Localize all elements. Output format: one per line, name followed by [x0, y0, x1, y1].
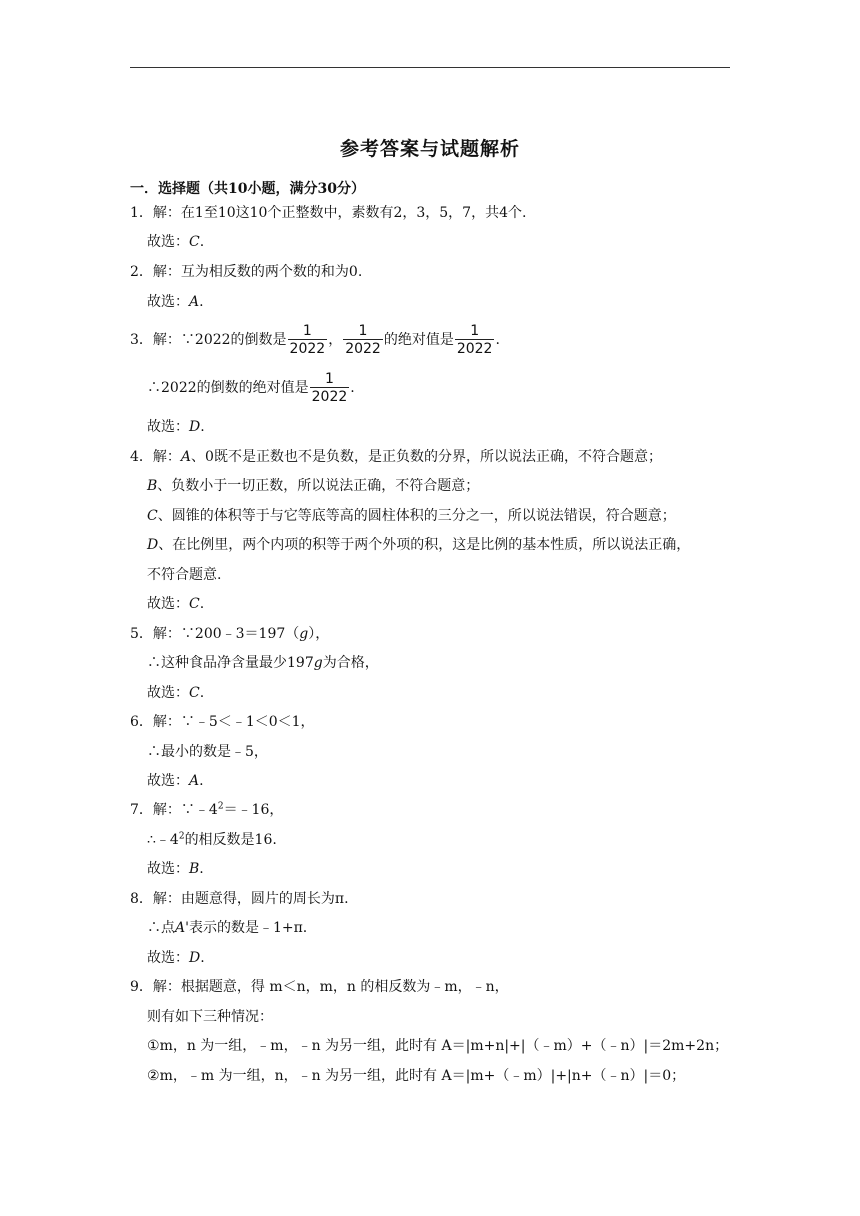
section-heading: 一．选择题（共10小题，满分30分）: [130, 181, 365, 197]
page-title: 参考答案与试题解析: [339, 138, 520, 160]
q3-solution-line1: 3．解：∵2022的倒数是 $\frac{1}{2022}$ ， $\frac{1}{2022}$ 的绝对值是 $\frac{1}{2022}$ .: [130, 323, 500, 357]
q8-solution-line2: ∴点A'表示的数是﹣1+π.: [147, 920, 308, 936]
case-1-marker: ①: [147, 1038, 160, 1054]
q7-solution-line2: $\therefore﹣4^2$的相反数是16.: [147, 831, 277, 848]
fraction: $\frac{1}{2022}$: [345, 323, 381, 357]
q8-solution-line1: 8．解：由题意得，圆片的周长为π.: [130, 891, 349, 907]
q4-answer: 故选：C.: [147, 596, 205, 612]
fraction: $\frac{1}{2022}$: [311, 371, 348, 405]
q4-option-d: D、在比例里，两个内项的积等于两个外项的积，这是比例的基本性质，所以说法正确，: [147, 537, 691, 553]
q6-solution-line1: 6．解：∵﹣5＜﹣1＜0＜1，: [130, 714, 315, 730]
q3-solution-line2: ∴2022的倒数的绝对值是 $\frac{1}{2022}$ .: [147, 371, 355, 405]
q7-answer: 故选：B.: [147, 861, 204, 877]
q9-solution-line1: 9．解：根据题意，得 m＜n，m，n 的相反数为﹣m，﹣n，: [130, 979, 509, 995]
fraction: $\frac{1}{2022}$: [456, 323, 493, 357]
q5-solution-line1: 5．解：∵200﹣3＝197（g），: [130, 626, 330, 642]
q4-option-b: B、负数小于一切正数，所以说法正确，不符合题意；: [147, 478, 480, 494]
q4-option-d-cont: 不符合题意.: [147, 567, 222, 583]
fraction: $\frac{1}{2022}$: [289, 323, 326, 357]
q9-case-2: ②m，﹣m 为一组，n，﹣n 为另一组，此时有 A＝|m+（﹣m）|+|n+（﹣n）|＝0；: [147, 1068, 686, 1084]
q9-case-1: ①m，n 为一组，﹣m，﹣n 为另一组，此时有 A＝|m+n|+|（﹣m）+（﹣n）|＝2m+2n；: [147, 1038, 729, 1054]
header-rule: [130, 67, 730, 68]
q5-solution-line2: ∴这种食品净含量最少197g为合格，: [147, 655, 379, 671]
q8-answer: 故选：D.: [147, 950, 205, 966]
q1-solution: 1．解：在1至10这10个正整数中，素数有2，3，5，7，共4个.: [130, 205, 527, 221]
q9-solution-line2: 则有如下三种情况：: [147, 1009, 273, 1025]
q4-option-c: C、圆锥的体积等于与它等底等高的圆柱体积的三分之一，所以说法错误，符合题意；: [147, 508, 676, 524]
q3-answer: 故选：D.: [147, 419, 205, 435]
q2-solution: 2．解：互为相反数的两个数的和为0.: [130, 264, 363, 280]
q7-solution-line1: 7．解：$\because﹣4^2=﹣16$，: [130, 801, 284, 818]
q4-option-a: 4．解：A、0既不是正数也不是负数，是正负数的分界，所以说法正确，不符合题意；: [130, 449, 662, 465]
q6-solution-line2: ∴最小的数是﹣5，: [147, 744, 268, 760]
q5-answer: 故选：C.: [147, 685, 205, 701]
q1-answer: 故选：C.: [147, 234, 205, 250]
q6-answer: 故选：A.: [147, 773, 204, 789]
case-2-marker: ②: [147, 1068, 160, 1084]
q2-answer: 故选：A.: [147, 294, 204, 310]
